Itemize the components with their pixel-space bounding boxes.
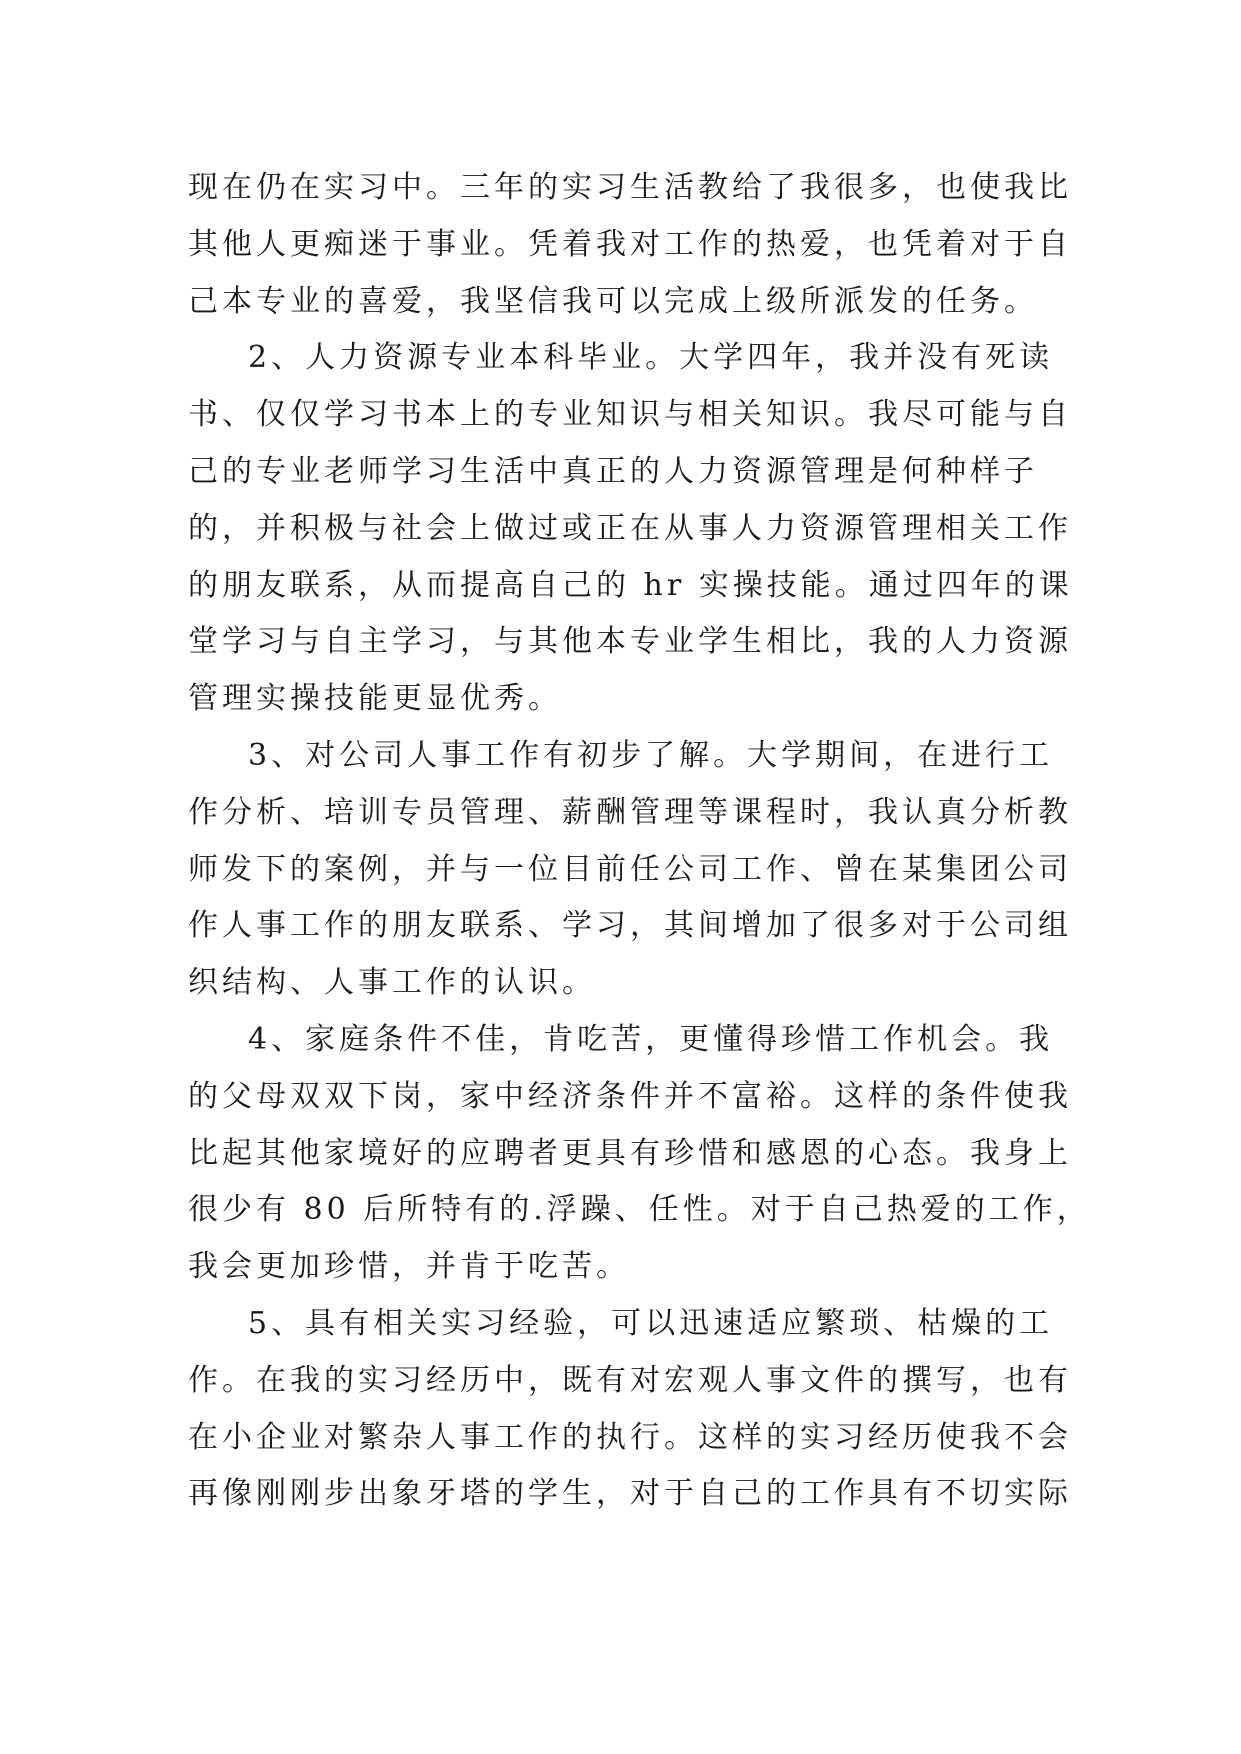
text-line: 在小企业对繁杂人事工作的执行。这样的实习经历使我不会 [188,1419,1072,1455]
paragraph-first-line: 4、家庭条件不佳，肯吃苦，更懂得珍惜工作机会。我 [248,1021,1054,1057]
text-line: 再像刚刚步出象牙塔的学生，对于自己的工作具有不切实际 [188,1476,1072,1512]
text-line: 师发下的案例，并与一位目前任公司工作、曾在某集团公司 [188,851,1072,887]
text-line: 堂学习与自主学习，与其他本专业学生相比，我的人力资源 [188,624,1072,660]
text-line: 管理实操技能更显优秀。 [188,681,562,717]
paragraph-first-line: 3、对公司人事工作有初步了解。大学期间，在进行工 [248,737,1054,773]
paragraph-first-line: 2、人力资源专业本科毕业。大学四年，我并没有死读 [248,340,1054,376]
text-line: 作分析、培训专员管理、薪酬管理等课程时，我认真分析教 [188,794,1072,830]
text-line: 的父母双双下岗，家中经济条件并不富裕。这样的条件使我 [188,1078,1072,1114]
text-line: 作。在我的实习经历中，既有对宏观人事文件的撰写，也有 [188,1362,1072,1398]
text-line: 的，并积极与社会上做过或正在从事人力资源管理相关工作 [188,510,1072,546]
text-line: 书、仅仅学习书本上的专业知识与相关知识。我尽可能与自 [188,397,1072,433]
text-line: 我会更加珍惜，并肯于吃苦。 [188,1249,630,1285]
body-text [188,160,1091,1523]
text-line: 很少有 80 后所特有的.浮躁、任性。对于自己热爱的工作， [188,1192,1091,1228]
text-line: 作人事工作的朋友联系、学习，其间增加了很多对于公司组 [188,908,1072,944]
text-line: 己本专业的喜爱，我坚信我可以完成上级所派发的任务。 [188,283,1038,319]
paragraph-first-line: 5、具有相关实习经验，可以迅速适应繁琐、枯燥的工 [248,1305,1054,1341]
text-line: 比起其他家境好的应聘者更具有珍惜和感恩的心态。我身上 [188,1135,1072,1171]
text-line: 现在仍在实习中。三年的实习生活教给了我很多，也使我比 [188,170,1072,205]
text-line: 的朋友联系，从而提高自己的 hr 实操技能。通过四年的课 [188,567,1073,603]
text-line: 己的专业老师学习生活中真正的人力资源管理是何种样子 [188,453,1038,489]
text-line: 其他人更痴迷于事业。凭着我对工作的热爱，也凭着对于自 [188,226,1072,262]
text-line: 织结构、人事工作的认识。 [188,965,596,1001]
